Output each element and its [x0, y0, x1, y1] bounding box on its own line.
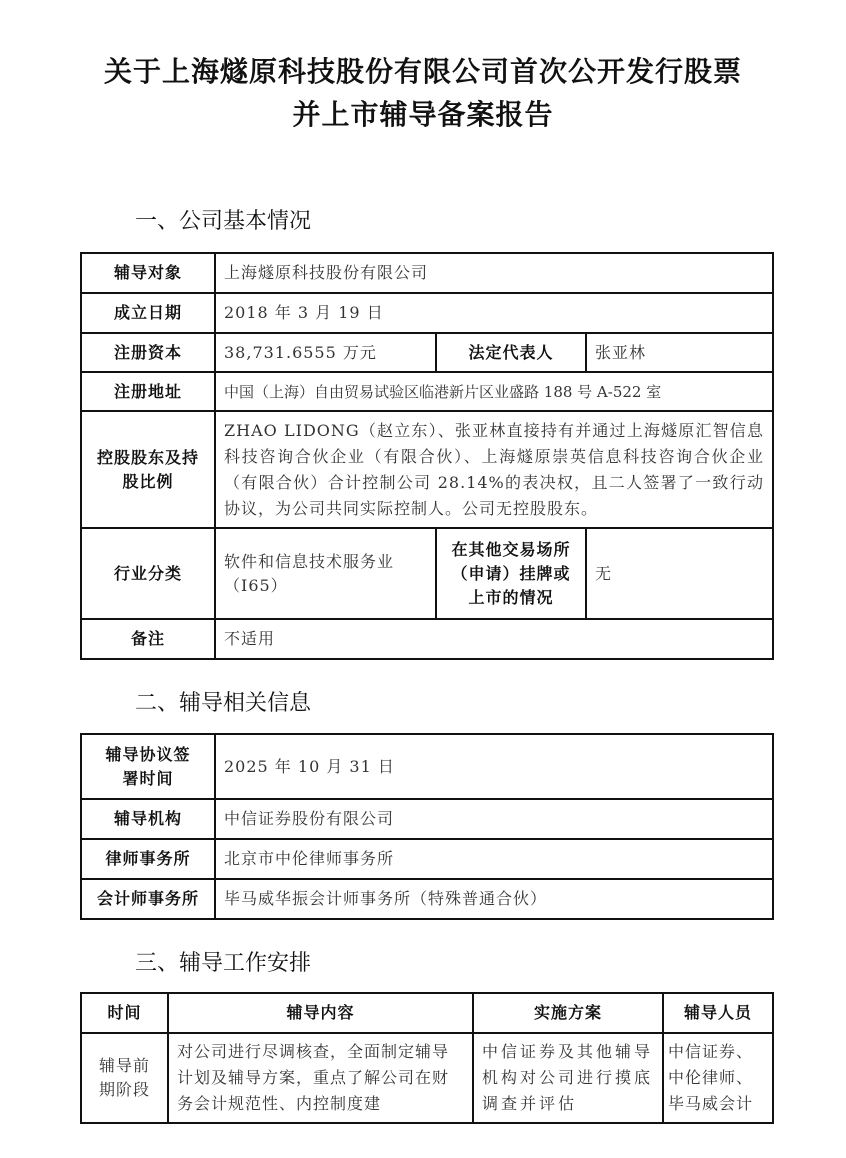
value: 张亚林	[586, 333, 773, 372]
company-info-table	[80, 252, 774, 660]
label: 在其他交易场所（申请）挂牌或上市的情况	[436, 528, 586, 619]
value: 38,731.6555 万元	[215, 333, 436, 372]
value: 北京市中伦律师事务所	[215, 839, 773, 879]
label: 辅导机构	[81, 799, 215, 839]
value: 2018 年 3 月 19 日	[215, 293, 773, 333]
label: 行业分类	[81, 528, 215, 619]
value: 2025 年 10 月 31 日	[215, 734, 773, 799]
header-staff: 辅导人员	[663, 993, 773, 1033]
value: 中国（上海）自由贸易试验区临港新片区业盛路 188 号 A-522 室	[215, 372, 773, 411]
cell-content: 对公司进行尽调核查，全面制定辅导计划及辅导方案，重点了解公司在财务会计规范性、内控制度建	[168, 1033, 473, 1123]
cell-time: 辅导前期阶段	[81, 1033, 168, 1123]
label: 辅导对象	[81, 253, 215, 293]
cell-staff: 中信证券、中伦律师、毕马威会计	[663, 1033, 773, 1123]
label: 会计师事务所	[81, 879, 215, 919]
header-plan: 实施方案	[473, 993, 663, 1033]
header-content: 辅导内容	[168, 993, 473, 1033]
value: 不适用	[215, 619, 773, 659]
tutoring-schedule-table	[80, 992, 774, 1124]
doc-title-line1: 关于上海燧原科技股份有限公司首次公开发行股票	[103, 55, 742, 88]
section2-heading: 二、辅导相关信息	[135, 691, 312, 716]
doc-title-line2: 并上市辅导备案报告	[292, 98, 554, 131]
cell-plan: 中信证券及其他辅导机构对公司进行摸底调查并评估	[473, 1033, 663, 1123]
label: 控股股东及持股比例	[81, 411, 215, 528]
value: 上海燧原科技股份有限公司	[215, 253, 773, 293]
section3-heading: 三、辅导工作安排	[135, 951, 312, 976]
value: 中信证券股份有限公司	[215, 799, 773, 839]
value: 无	[586, 528, 773, 619]
section1-heading: 一、公司基本情况	[135, 209, 312, 234]
label: 备注	[81, 619, 215, 659]
label: 辅导协议签署时间	[81, 734, 215, 799]
value: 软件和信息技术服务业（I65）	[215, 528, 436, 619]
label: 注册资本	[81, 333, 215, 372]
header-time: 时间	[81, 993, 168, 1033]
label: 律师事务所	[81, 839, 215, 879]
table-row	[81, 1033, 773, 1123]
value: ZHAO LIDONG（赵立东）、张亚林直接持有并通过上海燧原汇智信息科技咨询合伙企业（有限合伙）、上海燧原崇英信息科技咨询合伙企业（有限合伙）合计控制公司 28.14%的表决权，且二人签署了一致行动协议，为公司共同实际控制人。公司无控股股东。	[215, 411, 773, 528]
label: 成立日期	[81, 293, 215, 333]
label: 法定代表人	[436, 333, 586, 372]
tutoring-info-table	[80, 733, 774, 920]
value: 毕马威华振会计师事务所（特殊普通合伙）	[215, 879, 773, 919]
label: 注册地址	[81, 372, 215, 411]
